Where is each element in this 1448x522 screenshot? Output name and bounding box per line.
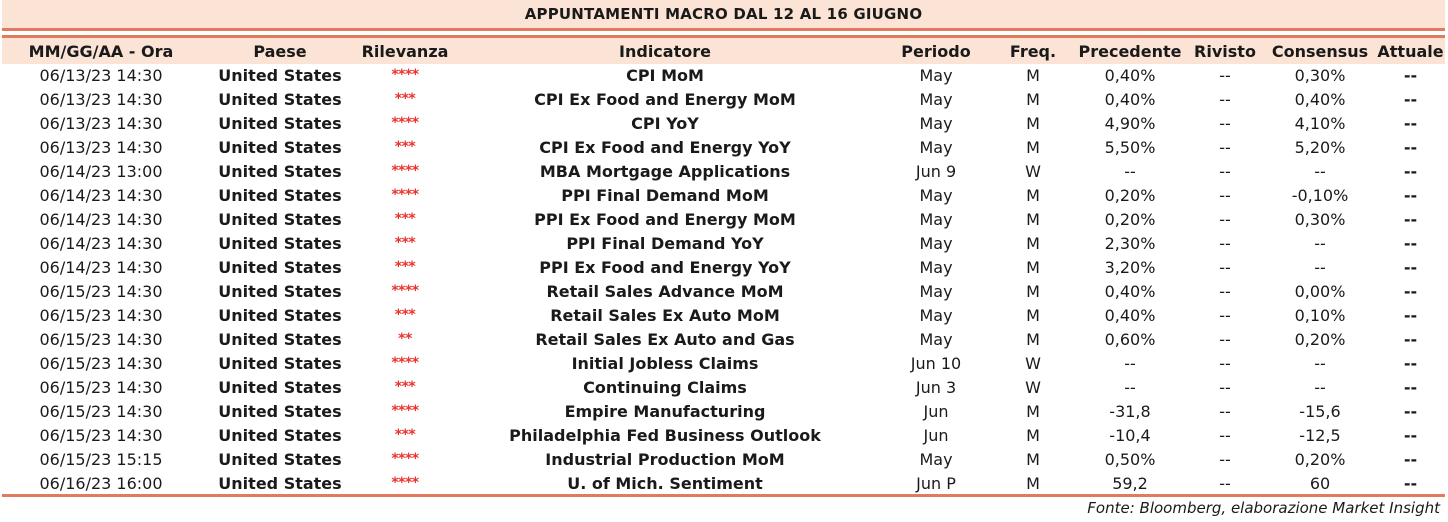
cell-indicator: PPI Ex Food and Energy MoM [534, 209, 796, 229]
cell-country: United States [218, 185, 342, 205]
cell-period: May [919, 233, 953, 253]
table-row [2, 471, 1445, 495]
header-actual: Attuale [1377, 41, 1444, 61]
table-row [2, 327, 1445, 351]
cell-relevance: *** [394, 91, 416, 107]
cell-country: United States [218, 425, 342, 445]
source-note: Fonte: Bloomberg, elaborazione Market Insight [1087, 499, 1440, 517]
cell-actual: -- [1403, 353, 1418, 373]
cell-period: May [919, 329, 953, 349]
cell-consensus: 60 [1309, 473, 1331, 493]
cell-consensus: -- [1314, 257, 1326, 277]
cell-consensus: 0,30% [1294, 209, 1346, 229]
table-row [2, 351, 1445, 375]
cell-freq: M [1026, 425, 1040, 445]
column-header-row [2, 35, 1445, 64]
cell-relevance: **** [391, 283, 419, 299]
cell-revised: -- [1219, 65, 1231, 85]
cell-actual: -- [1403, 89, 1418, 109]
cell-freq: W [1025, 353, 1041, 373]
cell-period: Jun 3 [915, 377, 957, 397]
cell-date: 06/14/23 13:00 [39, 161, 163, 181]
cell-period: May [919, 281, 953, 301]
cell-indicator: PPI Final Demand YoY [566, 233, 764, 253]
cell-revised: -- [1219, 161, 1231, 181]
bottom-rule [2, 494, 1445, 497]
cell-relevance: **** [391, 475, 419, 491]
cell-actual: -- [1403, 377, 1418, 397]
table-row [2, 183, 1445, 207]
cell-freq: M [1026, 65, 1040, 85]
cell-period: May [919, 89, 953, 109]
cell-consensus: -- [1314, 161, 1326, 181]
cell-relevance: ** [398, 331, 412, 347]
cell-period: Jun 10 [910, 353, 962, 373]
cell-consensus: 4,10% [1294, 113, 1346, 133]
cell-indicator: PPI Final Demand MoM [561, 185, 769, 205]
cell-country: United States [218, 473, 342, 493]
cell-date: 06/14/23 14:30 [39, 233, 163, 253]
cell-period: May [919, 449, 953, 469]
cell-revised: -- [1219, 401, 1231, 421]
cell-previous: -- [1124, 353, 1136, 373]
table-row [2, 255, 1445, 279]
table-body [2, 63, 1445, 495]
table-row [2, 279, 1445, 303]
cell-relevance: *** [394, 139, 416, 155]
cell-actual: -- [1403, 161, 1418, 181]
cell-actual: -- [1403, 185, 1418, 205]
cell-revised: -- [1219, 137, 1231, 157]
cell-period: May [919, 185, 953, 205]
cell-country: United States [218, 377, 342, 397]
cell-previous: 0,60% [1104, 329, 1156, 349]
cell-previous: 0,50% [1104, 449, 1156, 469]
cell-previous: 2,30% [1104, 233, 1156, 253]
cell-previous: 0,40% [1104, 305, 1156, 325]
cell-freq: M [1026, 257, 1040, 277]
cell-relevance: **** [391, 67, 419, 83]
cell-indicator: MBA Mortgage Applications [539, 161, 791, 181]
cell-consensus: 5,20% [1294, 137, 1346, 157]
cell-freq: M [1026, 449, 1040, 469]
cell-actual: -- [1403, 65, 1418, 85]
cell-freq: M [1026, 329, 1040, 349]
cell-country: United States [218, 353, 342, 373]
table-row [2, 447, 1445, 471]
cell-country: United States [218, 281, 342, 301]
cell-freq: M [1026, 185, 1040, 205]
cell-date: 06/15/23 14:30 [39, 401, 163, 421]
cell-actual: -- [1403, 401, 1418, 421]
cell-previous: -10,4 [1109, 425, 1151, 445]
cell-freq: W [1025, 377, 1041, 397]
cell-revised: -- [1219, 449, 1231, 469]
header-relevance: Rilevanza [361, 41, 449, 61]
cell-indicator: Retail Sales Ex Auto MoM [550, 305, 780, 325]
cell-period: May [919, 113, 953, 133]
cell-date: 06/14/23 14:30 [39, 209, 163, 229]
header-indicator: Indicatore [619, 41, 711, 61]
table-row [2, 135, 1445, 159]
cell-previous: -31,8 [1109, 401, 1151, 421]
cell-previous: -- [1124, 377, 1136, 397]
cell-actual: -- [1403, 281, 1418, 301]
cell-consensus: 0,20% [1294, 449, 1346, 469]
cell-revised: -- [1219, 89, 1231, 109]
cell-revised: -- [1219, 281, 1231, 301]
cell-revised: -- [1219, 353, 1231, 373]
table-row [2, 399, 1445, 423]
table-row [2, 375, 1445, 399]
cell-period: Jun P [916, 473, 956, 493]
cell-indicator: CPI YoY [631, 113, 699, 133]
cell-relevance: **** [391, 355, 419, 371]
cell-relevance: *** [394, 235, 416, 251]
cell-country: United States [218, 113, 342, 133]
cell-revised: -- [1219, 233, 1231, 253]
cell-country: United States [218, 233, 342, 253]
cell-freq: M [1026, 281, 1040, 301]
cell-period: May [919, 209, 953, 229]
cell-period: May [919, 65, 953, 85]
cell-relevance: *** [394, 379, 416, 395]
cell-date: 06/14/23 14:30 [39, 185, 163, 205]
cell-previous: 0,20% [1104, 185, 1156, 205]
cell-indicator: Industrial Production MoM [545, 449, 785, 469]
cell-date: 06/13/23 14:30 [39, 65, 163, 85]
table-row [2, 63, 1445, 87]
cell-period: Jun [923, 425, 949, 445]
cell-country: United States [218, 305, 342, 325]
cell-previous: 3,20% [1104, 257, 1156, 277]
cell-actual: -- [1403, 257, 1418, 277]
cell-relevance: **** [391, 451, 419, 467]
cell-date: 06/13/23 14:30 [39, 89, 163, 109]
cell-indicator: Continuing Claims [583, 377, 747, 397]
cell-indicator: CPI Ex Food and Energy YoY [539, 137, 791, 157]
cell-date: 06/15/23 14:30 [39, 305, 163, 325]
cell-country: United States [218, 209, 342, 229]
cell-country: United States [218, 161, 342, 181]
cell-consensus: 0,20% [1294, 329, 1346, 349]
cell-freq: M [1026, 233, 1040, 253]
cell-previous: 4,90% [1104, 113, 1156, 133]
header-freq: Freq. [1009, 41, 1057, 61]
cell-relevance: *** [394, 211, 416, 227]
cell-previous: 0,40% [1104, 281, 1156, 301]
cell-freq: M [1026, 113, 1040, 133]
cell-date: 06/15/23 14:30 [39, 329, 163, 349]
cell-actual: -- [1403, 137, 1418, 157]
cell-date: 06/15/23 15:15 [39, 449, 163, 469]
cell-period: May [919, 137, 953, 157]
header-date: MM/GG/AA - Ora [28, 41, 174, 61]
cell-country: United States [218, 449, 342, 469]
header-consensus: Consensus [1271, 41, 1369, 61]
cell-previous: -- [1124, 161, 1136, 181]
cell-consensus: -15,6 [1299, 401, 1341, 421]
header-country: Paese [253, 41, 307, 61]
cell-date: 06/14/23 14:30 [39, 257, 163, 277]
cell-indicator: Initial Jobless Claims [571, 353, 759, 373]
cell-revised: -- [1219, 113, 1231, 133]
cell-date: 06/16/23 16:00 [39, 473, 163, 493]
cell-indicator: Philadelphia Fed Business Outlook [509, 425, 821, 445]
table-row [2, 423, 1445, 447]
cell-consensus: -- [1314, 233, 1326, 253]
cell-consensus: 0,10% [1294, 305, 1346, 325]
table-row [2, 159, 1445, 183]
cell-previous: 59,2 [1112, 473, 1148, 493]
table-row [2, 231, 1445, 255]
cell-consensus: -0,10% [1291, 185, 1349, 205]
cell-consensus: 0,40% [1294, 89, 1346, 109]
cell-consensus: 0,30% [1294, 65, 1346, 85]
cell-relevance: **** [391, 115, 419, 131]
cell-freq: M [1026, 137, 1040, 157]
cell-relevance: **** [391, 403, 419, 419]
cell-date: 06/15/23 14:30 [39, 281, 163, 301]
cell-period: Jun [923, 401, 949, 421]
cell-actual: -- [1403, 473, 1418, 493]
cell-indicator: Retail Sales Ex Auto and Gas [535, 329, 795, 349]
cell-freq: M [1026, 401, 1040, 421]
cell-revised: -- [1219, 257, 1231, 277]
cell-indicator: Empire Manufacturing [564, 401, 766, 421]
cell-previous: 0,40% [1104, 89, 1156, 109]
cell-date: 06/15/23 14:30 [39, 377, 163, 397]
cell-actual: -- [1403, 425, 1418, 445]
cell-revised: -- [1219, 377, 1231, 397]
cell-country: United States [218, 257, 342, 277]
cell-relevance: **** [391, 187, 419, 203]
cell-indicator: CPI Ex Food and Energy MoM [534, 89, 796, 109]
cell-indicator: Retail Sales Advance MoM [546, 281, 784, 301]
cell-period: May [919, 305, 953, 325]
cell-indicator: PPI Ex Food and Energy YoY [539, 257, 791, 277]
cell-period: Jun 9 [915, 161, 957, 181]
cell-consensus: -- [1314, 377, 1326, 397]
header-period: Periodo [901, 41, 971, 61]
table-row [2, 207, 1445, 231]
cell-revised: -- [1219, 305, 1231, 325]
cell-relevance: *** [394, 259, 416, 275]
cell-previous: 0,20% [1104, 209, 1156, 229]
cell-actual: -- [1403, 449, 1418, 469]
cell-relevance: **** [391, 163, 419, 179]
cell-indicator: U. of Mich. Sentiment [567, 473, 763, 493]
table-title: APPUNTAMENTI MACRO DAL 12 AL 16 GIUGNO [2, 0, 1445, 31]
cell-period: May [919, 257, 953, 277]
cell-revised: -- [1219, 185, 1231, 205]
cell-actual: -- [1403, 233, 1418, 253]
cell-freq: M [1026, 305, 1040, 325]
cell-revised: -- [1219, 329, 1231, 349]
table-row [2, 87, 1445, 111]
cell-freq: M [1026, 473, 1040, 493]
cell-relevance: *** [394, 427, 416, 443]
cell-date: 06/15/23 14:30 [39, 353, 163, 373]
cell-revised: -- [1219, 209, 1231, 229]
cell-revised: -- [1219, 473, 1231, 493]
table-row [2, 111, 1445, 135]
cell-indicator: CPI MoM [626, 65, 704, 85]
cell-previous: 0,40% [1104, 65, 1156, 85]
cell-previous: 5,50% [1104, 137, 1156, 157]
cell-date: 06/13/23 14:30 [39, 113, 163, 133]
header-previous: Precedente [1078, 41, 1182, 61]
cell-relevance: *** [394, 307, 416, 323]
cell-actual: -- [1403, 209, 1418, 229]
cell-country: United States [218, 137, 342, 157]
cell-actual: -- [1403, 113, 1418, 133]
cell-freq: M [1026, 89, 1040, 109]
cell-country: United States [218, 65, 342, 85]
cell-country: United States [218, 401, 342, 421]
cell-freq: M [1026, 209, 1040, 229]
header-revised: Rivisto [1194, 41, 1256, 61]
cell-consensus: 0,00% [1294, 281, 1346, 301]
cell-revised: -- [1219, 425, 1231, 445]
cell-actual: -- [1403, 305, 1418, 325]
cell-actual: -- [1403, 329, 1418, 349]
cell-country: United States [218, 89, 342, 109]
cell-consensus: -12,5 [1299, 425, 1341, 445]
table-row [2, 303, 1445, 327]
cell-consensus: -- [1314, 353, 1326, 373]
cell-freq: W [1025, 161, 1041, 181]
cell-date: 06/15/23 14:30 [39, 425, 163, 445]
cell-date: 06/13/23 14:30 [39, 137, 163, 157]
cell-country: United States [218, 329, 342, 349]
